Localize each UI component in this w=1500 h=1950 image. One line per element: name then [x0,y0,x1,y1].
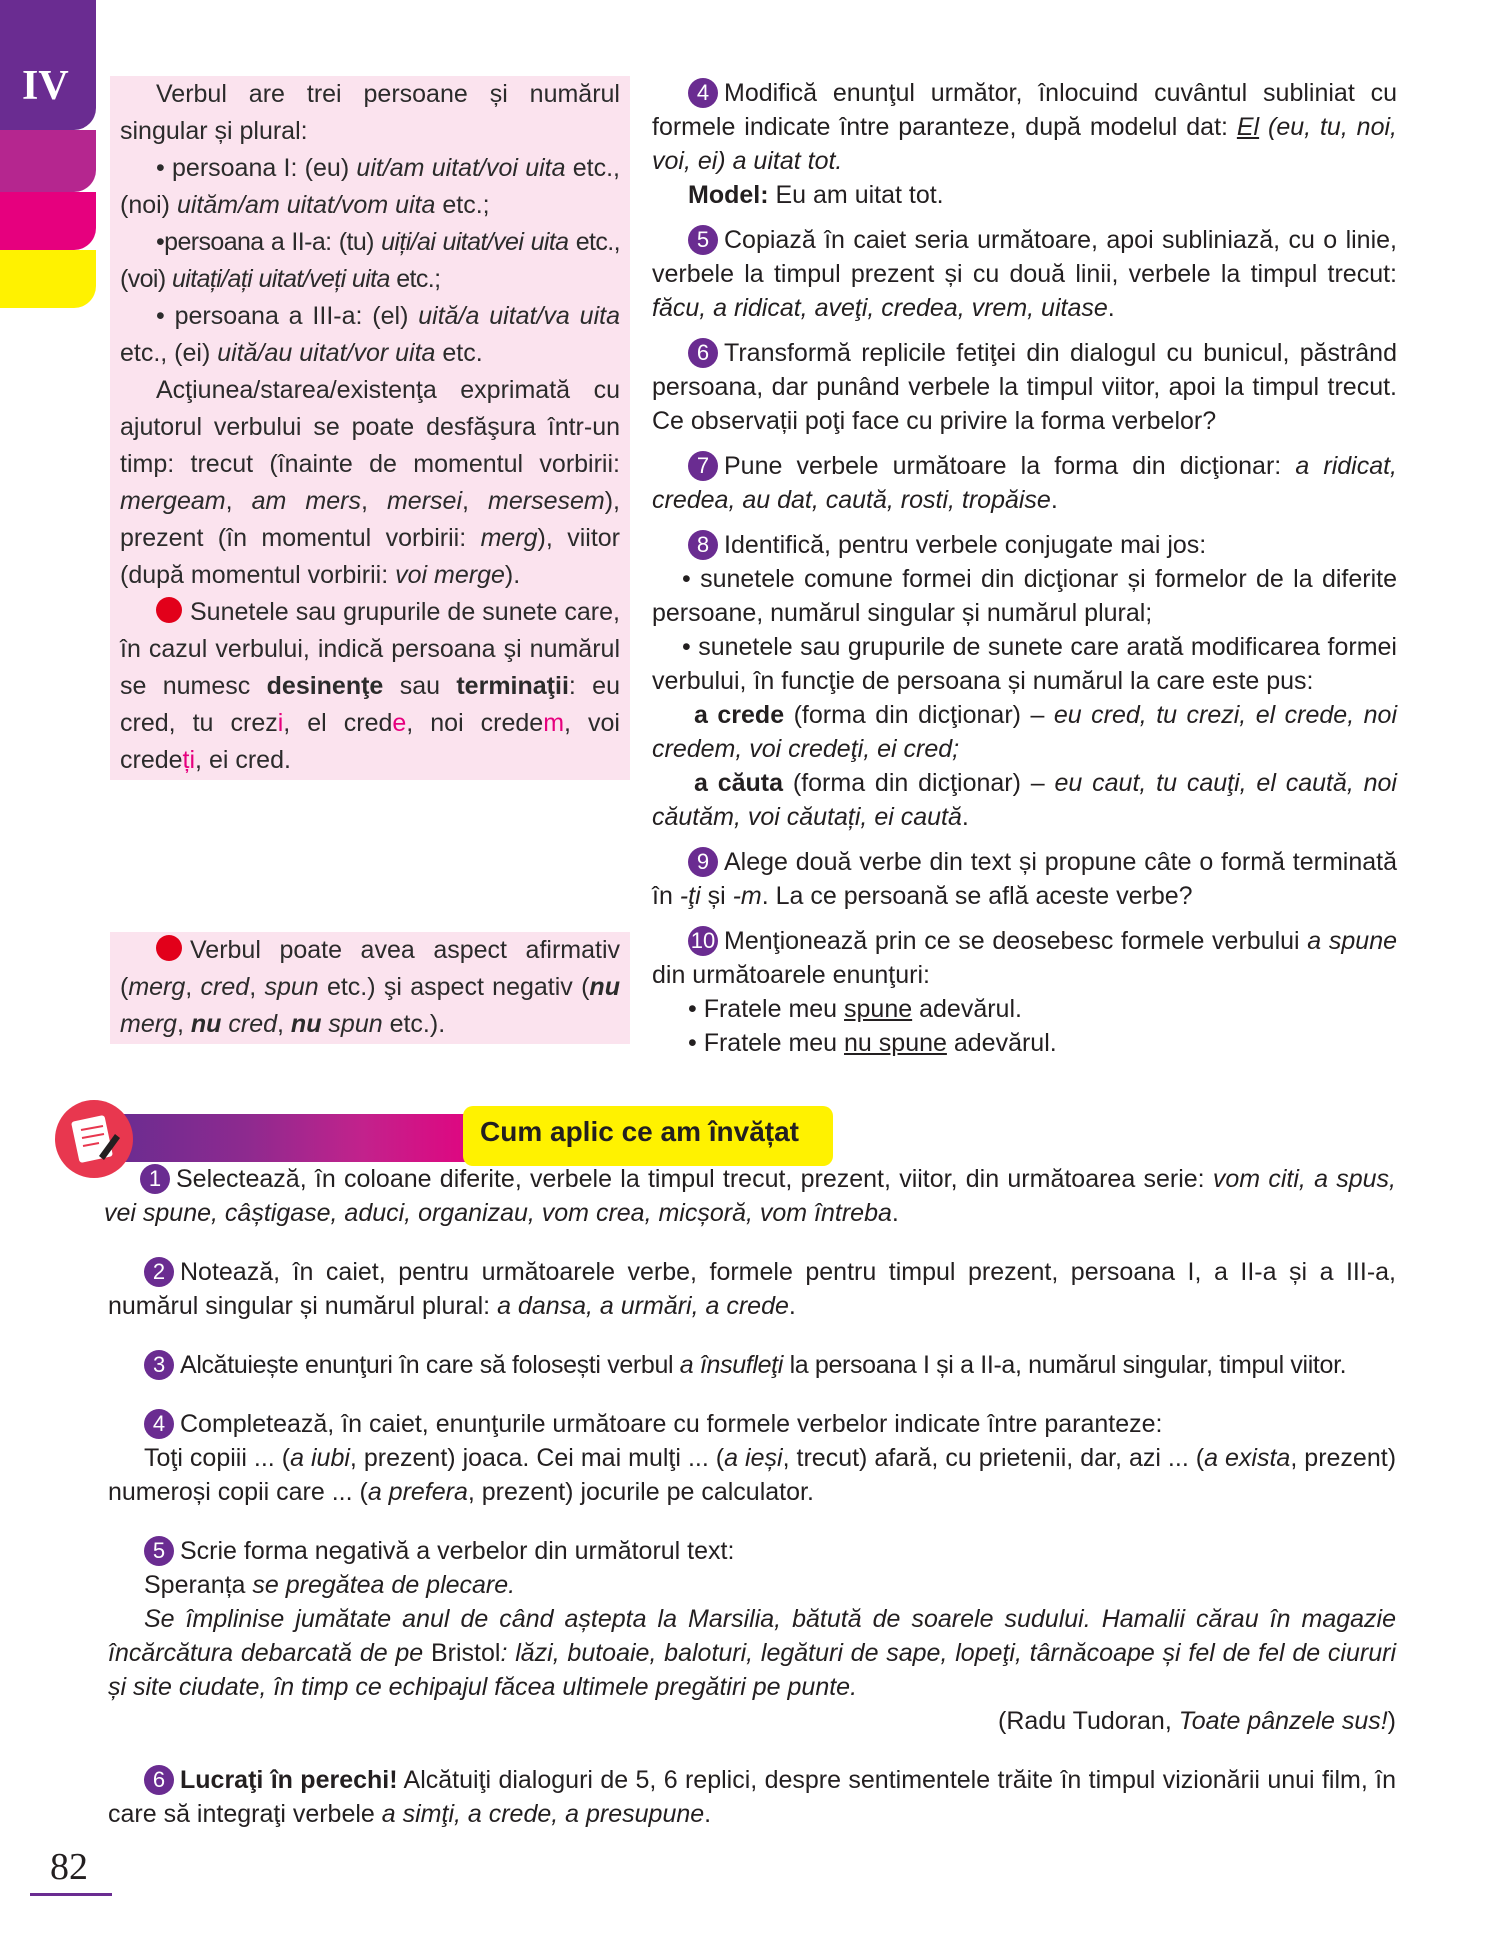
theory-box-persons [110,76,630,780]
theory-box-aspect [110,932,630,1044]
page-number-rule [30,1893,112,1896]
chapter-tab-yellow [0,250,96,308]
apply-exercise-1: 1 Selectează, în coloane diferite, verbele la timpul trecut, prezent, viitor, din următoarea serie: vom citi, a spus, vei spune, câștigase, aduci, organizau, vom crea, micșoră, vom întreba. [104,1165,1396,1227]
exercise-5: 5 Copiază în caiet seria următoare, apoi subliniază, cu o linie, verbele la timpul prezent și cu două linii, verbele la timpul trecut: făcu, a ridicat, aveţi, credea, vrem, uitase. [652,226,1397,322]
apply-exercise-4: 4 Completează, în caiet, enunţurile următoare cu formele verbelor indicate între paranteze: [108,1407,1396,1441]
exercise-6: 6 Transformă replicile fetiţei din dialogul cu bunicul, păstrând persoana, dar punând verbele la timpul viitor, apoi la timpul trecut. Ce observații poţi face cu privire la forma verbelor? [652,339,1397,435]
chapter-label: IV [22,63,69,109]
theory-aspect: Verbul poate avea aspect afirmativ (merg, cred, spun etc.) şi aspect negativ (nu merg, nu cred, nu spun etc.). [120,936,620,1038]
exercise-number: 4 [688,78,718,108]
exercises-column [652,76,1397,1060]
apply-exercise-2: 2 Notează, în caiet, pentru următoarele verbe, formele pentru timpul prezent, persoana I, a II-a și a III-a, numărul singular și numărul plural: a dansa, a urmări, a crede. [108,1258,1396,1320]
exercise-number: 5 [144,1536,174,1566]
exercise-8-verb-2: a căuta (forma din dicţionar) – eu caut, tu cauţi, el caută, noi căutăm, voi căutați, ei caută. [652,769,1397,831]
apply-section [104,1162,1397,1831]
red-dot-icon [156,597,182,623]
exercise-8: 8 Identifică, pentru verbele conjugate mai jos: [652,528,1397,562]
exercise-10-line-2: • Fratele meu nu spune adevărul. [688,1029,1057,1057]
apply-exercise-4-text: Toţi copiii ... (a iubi, prezent) joaca. Cei mai mulţi ... (a ieși, trecut) afară, cu prietenii, dar, azi ... (a exista, prezent) numeroși copii care ... (a prefera, prezent) jocurile pe calculator. [108,1444,1397,1506]
theory-tenses: Acţiunea/starea/existenţa exprimată cu ajutorul verbului se poate desfăşura într-un timp: trecut (înainte de momentul vorbirii: mergeam, am mers, mersei, mersesem), prezent (în momentul vorbirii: merg), viitor (după momentul vorbirii: voi merge). [120,376,620,589]
exercise-number: 2 [144,1257,174,1287]
exercise-number: 7 [688,451,718,481]
exercise-number: 6 [144,1765,174,1795]
red-dot-icon [156,935,182,961]
exercise-number: 8 [688,530,718,560]
exercise-8-bullet-2: • sunetele sau grupurile de sunete care arată modificarea formei verbului, în funcţie de persoana și numărul la care este pus: [652,633,1397,695]
exercise-10: 10 Menţionează prin ce se deosebesc formele verbului a spune din următoarele enunţuri: [652,927,1398,989]
apply-exercise-5-line-1: Speranța se pregătea de plecare. [144,1571,516,1599]
exercise-8-bullet-1: • sunetele comune formei din dicţionar și formelor de la diferite persoane, numărul singular și numărul plural; [652,565,1397,627]
exercise-number: 9 [688,847,718,877]
exercise-4: 4 Modifică enunţul următor, înlocuind cuvântul subliniat cu formele indicate între paranteze, după modelul dat: El (eu, tu, noi, voi, ei) a uitat tot. [652,79,1397,175]
banner-gradient-bar [115,1114,495,1162]
exercise-8-verb-1: a crede (forma din dicţionar) – eu cred, tu crezi, el crede, noi credem, voi credeţi, ei cred; [652,701,1398,763]
theory-desinences: Sunetele sau grupurile de sunete care, în cazul verbului, indică persoana şi numărul se numesc desinenţe sau terminaţii: eu cred, tu crezi, el crede, noi credem, voi credeți, ei cred. [120,598,620,774]
apply-exercise-5: 5 Scrie forma negativă a verbelor din următorul text: [108,1534,1396,1568]
theory-bullet-2: •persoana a II-a: (tu) uiți/ai uitat/vei uita etc., (voi) uitați/ați uitat/veți uita etc.; [120,228,620,293]
exercise-7: 7 Pune verbele următoare la forma din dicţionar: a ridicat, credea, au dat, caută, rosti, tropăise. [652,452,1398,514]
apply-exercise-5-quote: Se împlinise jumătate anul de când aștepta la Marsilia, bătută de soarele sudului. Hamalii cărau în magazie încărcătura debarcată de pe Bristol: lăzi, butoaie, baloturi, legături de sape, lopeţi, târnăcoape și fel de fel de ciururi și site ciudate, în timp ce echipajul făcea ultimele pregătiri pe punte. [108,1605,1396,1701]
chapter-tab-violet [0,130,96,192]
apply-exercise-6: 6 Lucraţi în perechi! Alcătuiţi dialoguri de 5, 6 replici, despre sentimentele trăite în timpul vizionării unui film, în care să integraţi verbele a simţi, a crede, a presupune. [108,1766,1397,1828]
apply-exercise-5-source: (Radu Tudoran, Toate pânzele sus!) [998,1707,1396,1735]
page-number: 82 [50,1846,88,1888]
exercise-10-line-1: • Fratele meu spune adevărul. [688,995,1022,1023]
exercise-4-model: Model: Eu am uitat tot. [688,181,944,209]
theory-bullet-1: • persoana I: (eu) uit/am uitat/voi uita etc., (noi) uităm/am uitat/vom uita etc.; [120,154,621,219]
banner-title: Cum aplic ce am învățat [480,1116,800,1147]
chapter-tab-magenta [0,192,96,250]
exercise-number: 4 [144,1409,174,1439]
exercise-9: 9 Alege două verbe din text și propune câte o formă terminată în -ţi și -m. La ce persoană se află aceste verbe? [652,848,1397,910]
exercise-number: 5 [688,225,718,255]
exercise-number: 10 [688,926,718,956]
exercise-number: 3 [144,1350,174,1380]
exercise-number: 6 [688,338,718,368]
theory-intro: Verbul are trei persoane și numărul singular și plural: [120,80,620,145]
theory-bullet-3: • persoana a III-a: (el) uită/a uitat/va uita etc., (ei) uită/au uitat/vor uita etc. [120,302,620,367]
exercise-number: 1 [140,1164,170,1194]
apply-exercise-3: 3 Alcătuiește enunţuri în care să folosești verbul a însufleţi la persoana I și a II-a, numărul singular, timpul viitor. [108,1348,1396,1382]
